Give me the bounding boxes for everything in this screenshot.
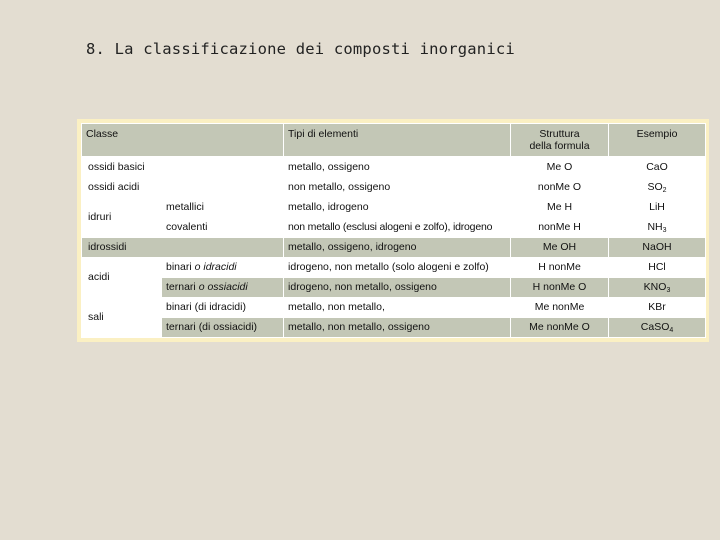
cell-tipi: non metallo, ossigeno xyxy=(284,177,511,197)
cell-sottoclasse: metallici xyxy=(162,197,284,217)
cell-esempio xyxy=(609,277,706,297)
header-esempio: Esempio xyxy=(609,124,706,157)
cell-tipi: metallo, idrogeno xyxy=(284,197,511,217)
cell-tipi: metallo, ossigeno, idrogeno xyxy=(284,237,511,257)
cell-tipi: non metallo (esclusi alogeni e zolfo), idrogeno xyxy=(284,217,511,237)
cell-esempio: KBr xyxy=(609,297,706,317)
cell-tipi: metallo, non metallo, ossigeno xyxy=(284,317,511,337)
table-row xyxy=(82,217,706,237)
cell-struttura: Me O xyxy=(511,157,609,177)
subclass-main: binari xyxy=(166,261,192,274)
cell-struttura: H nonMe xyxy=(511,257,609,277)
formula-base: CaSO xyxy=(640,321,670,334)
cell-esempio: LiH xyxy=(609,197,706,217)
classification-table xyxy=(81,123,706,338)
formula-subscript: 3 xyxy=(662,226,667,234)
cell-struttura: H nonMe O xyxy=(511,277,609,297)
formula-base: KNO xyxy=(643,281,667,294)
subclass-alt: ossiacidi xyxy=(207,281,248,294)
cell-struttura: nonMe O xyxy=(511,177,609,197)
table-row xyxy=(82,177,706,197)
cell-esempio xyxy=(609,177,706,197)
slide-title: 8. La classificazione dei composti inorganici xyxy=(86,40,515,58)
table-row xyxy=(82,277,706,297)
subclass-main: ternari xyxy=(166,321,196,334)
cell-esempio: NaOH xyxy=(609,237,706,257)
cell-classe: idrossidi xyxy=(82,237,284,257)
cell-esempio: CaO xyxy=(609,157,706,177)
cell-sottoclasse xyxy=(162,317,284,337)
classification-table-frame xyxy=(77,119,709,342)
header-struttura xyxy=(511,124,609,157)
cell-esempio xyxy=(609,317,706,337)
cell-esempio xyxy=(609,217,706,237)
header-struttura-line1: Struttura xyxy=(539,128,580,141)
table-row xyxy=(82,237,706,257)
subclass-o: o xyxy=(198,281,205,294)
cell-classe: ossidi acidi xyxy=(82,177,284,197)
subclass-main: binari xyxy=(166,301,192,314)
header-struttura-line2: della formula xyxy=(529,140,590,153)
cell-tipi: idrogeno, non metallo (solo alogeni e zolfo) xyxy=(284,257,511,277)
cell-esempio: HCl xyxy=(609,257,706,277)
subclass-o: o xyxy=(194,261,201,274)
header-tipi-elementi: Tipi di elementi xyxy=(284,124,511,157)
cell-struttura: nonMe H xyxy=(511,217,609,237)
subclass-note: (di idracidi) xyxy=(194,301,246,314)
table-row xyxy=(82,157,706,177)
table-row xyxy=(82,317,706,337)
formula-subscript: 4 xyxy=(669,327,674,335)
subclass-alt: idracidi xyxy=(203,261,237,274)
subclass-main: ternari xyxy=(166,281,196,294)
cell-sottoclasse xyxy=(162,257,284,277)
cell-sottoclasse: covalenti xyxy=(162,217,284,237)
table-row xyxy=(82,297,706,317)
cell-classe: sali xyxy=(82,297,162,337)
cell-tipi: metallo, ossigeno xyxy=(284,157,511,177)
formula-subscript: 3 xyxy=(666,287,671,295)
header-classe: Classe xyxy=(82,124,284,157)
cell-struttura: Me OH xyxy=(511,237,609,257)
cell-sottoclasse xyxy=(162,297,284,317)
cell-struttura: Me nonMe xyxy=(511,297,609,317)
formula-base: SO xyxy=(647,180,663,193)
cell-struttura: Me H xyxy=(511,197,609,217)
formula-subscript: 2 xyxy=(662,186,667,194)
cell-tipi: idrogeno, non metallo, ossigeno xyxy=(284,277,511,297)
cell-tipi: metallo, non metallo, xyxy=(284,297,511,317)
cell-struttura: Me nonMe O xyxy=(511,317,609,337)
formula-base: NH xyxy=(647,220,663,233)
cell-classe: ossidi basici xyxy=(82,157,284,177)
cell-classe: idruri xyxy=(82,197,162,237)
cell-sottoclasse xyxy=(162,277,284,297)
subclass-note: (di ossiacidi) xyxy=(198,321,258,334)
cell-classe: acidi xyxy=(82,257,162,297)
table-row xyxy=(82,197,706,217)
table-row xyxy=(82,257,706,277)
table-header-row xyxy=(82,124,706,157)
